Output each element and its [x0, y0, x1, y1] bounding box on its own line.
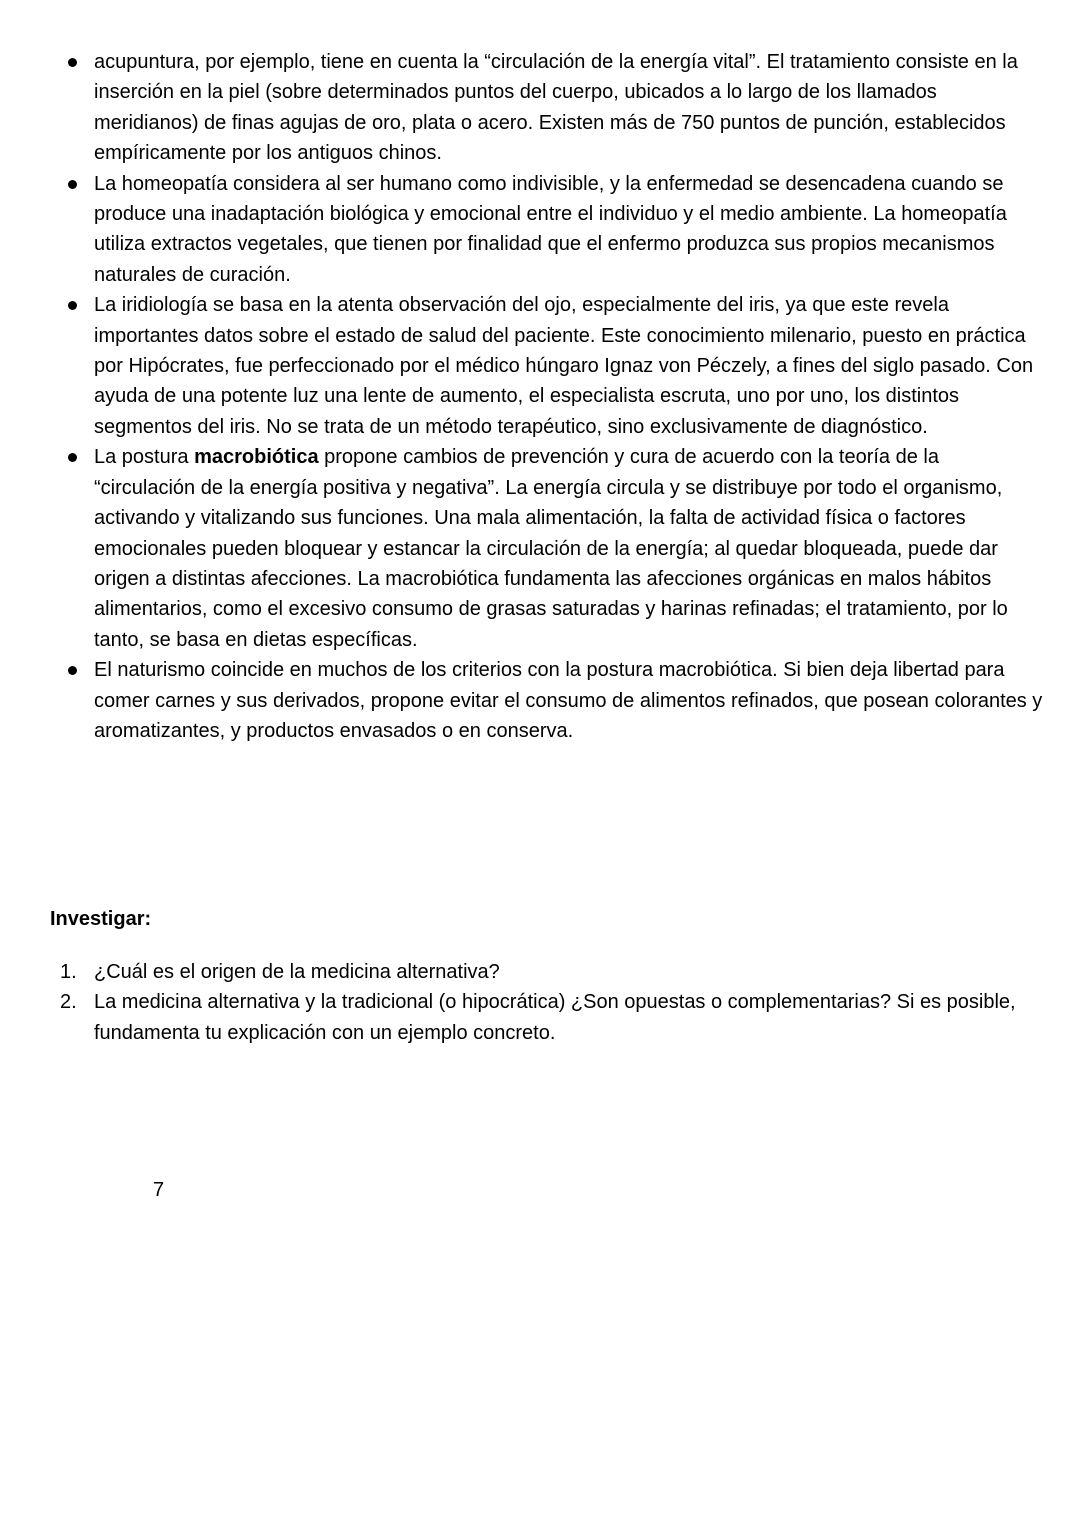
- bullet-text-homeopatia: La homeopatía considera al ser humano como indivisible, y la enfermedad se desencadena cuando se produce una inadaptación biológica y emocional entre el individuo y el medio ambiente. La homeopatía utiliza extractos vegetales, que tienen por finalidad que el enfermo produzca sus propios mecanismos naturales de curación.: [94, 172, 1007, 286]
- question-text: La medicina alternativa y la tradicional (o hipocrática) ¿Son opuestas o complementarias? Si es posible, fundamenta tu explicación con un ejemplo concreto.: [94, 991, 1016, 1044]
- list-item: [94, 655, 1044, 746]
- list-item: [60, 957, 1044, 987]
- macrobiotica-text-after: propone cambios de prevención y cura de acuerdo con la teoría de la “circulación de la energía positiva y negativa”. La energía circula y se distribuye por todo el organismo, activando y vitalizando sus funciones. Una mala alimentación, la falta de actividad física o factores emocionales pueden bloquear y estancar la circulación de la energía; al quedar bloqueada, puede dar origen a distintas afecciones. La macrobiótica fundamenta las afecciones orgánicas en malos hábitos alimentarios, como el excesivo consumo de grasas saturadas y harinas refinadas; el tratamiento, por lo tanto, se basa en dietas específicas.: [94, 446, 1008, 651]
- question-text: ¿Cuál es el origen de la medicina alternativa?: [94, 961, 500, 983]
- list-item: [60, 987, 1044, 1048]
- list-item: [94, 169, 1044, 291]
- bullet-text-naturismo: El naturismo coincide en muchos de los criterios con la postura macrobiótica. Si bien deja libertad para comer carnes y sus derivados, propone evitar el consumo de alimentos refinados, que posean colorantes y aromatizantes, y productos envasados o en conserva.: [94, 659, 1043, 742]
- macrobiotica-bold-term: macrobiótica: [194, 446, 319, 469]
- bullet-icon: [68, 453, 77, 462]
- bullet-icon: [68, 58, 77, 67]
- bullet-icon: [68, 180, 77, 189]
- question-number: 2.: [60, 991, 77, 1014]
- bullet-text-macrobiotica: [94, 446, 1008, 650]
- investigar-heading: Investigar:: [50, 908, 152, 930]
- therapy-bullet-list: [94, 47, 1044, 746]
- bullet-icon: [68, 666, 77, 675]
- list-item: [94, 47, 1044, 169]
- list-item: [94, 290, 1044, 442]
- bullet-text-acupuntura: acupuntura, por ejemplo, tiene en cuenta la “circulación de la energía vital”. El tratamiento consiste en la inserción en la piel (sobre determinados puntos del cuerpo, ubicados a lo largo de los llamados meridianos) de finas agujas de oro, plata o acero. Existen más de 750 puntos de punción, establecidos empíricamente por los antiguos chinos.: [94, 51, 1018, 165]
- question-number: 1.: [60, 961, 77, 983]
- investigar-question-list: [60, 957, 1044, 1048]
- page-number: 7: [153, 1179, 165, 1201]
- bullet-icon: [68, 301, 77, 310]
- list-item: [94, 442, 1044, 655]
- bullet-text-iridiologia: La iridiología se basa en la atenta observación del ojo, especialmente del iris, ya que este revela importantes datos sobre el estado de salud del paciente. Este conocimiento milenario, puesto en práctica por Hipócrates, fue perfeccionado por el médico húngaro Ignaz von Péczely, a fines del siglo pasado. Con ayuda de una potente luz una lente de aumento, el especialista escruta, uno por uno, los distintos segmentos del iris. No se trata de un método terapéutico, sino exclusivamente de diagnóstico.: [94, 294, 1034, 438]
- macrobiotica-text-before: La postura: [94, 446, 195, 469]
